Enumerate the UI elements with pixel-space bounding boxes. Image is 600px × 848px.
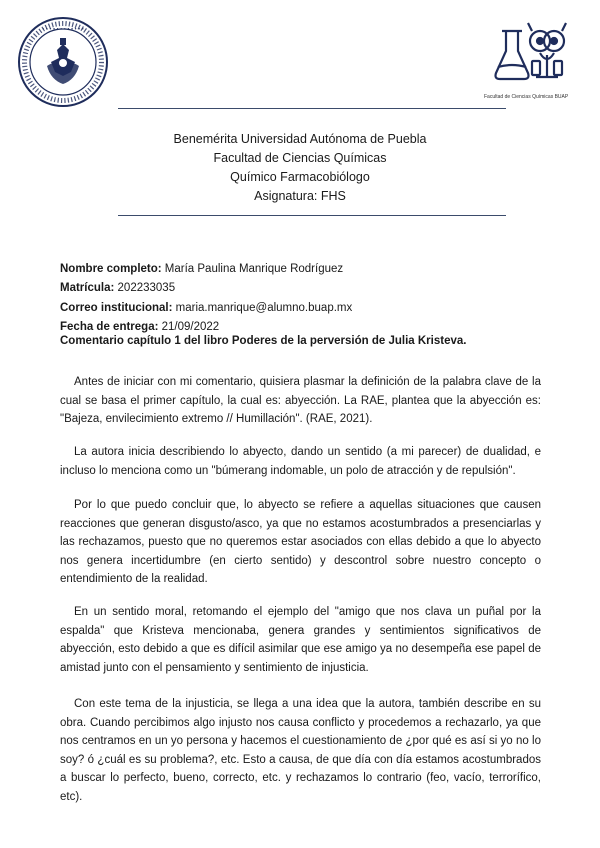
student-name-value: María Paulina Manrique Rodríguez	[161, 263, 344, 275]
paragraph-1	[60, 373, 541, 429]
paragraph-4-text: En un sentido moral, retomando el ejemplo del "amigo que nos clava un puñal por la espalda" que Kristeva mencionaba, genera grandes y sentimientos significativos de abyección, esto debido a que es difícil asimilar que ese amigo ya no desempeña ese papel de amistad junto con el pensamiento y sentimiento de injusticia.	[60, 606, 541, 674]
header-top-rule	[118, 108, 506, 109]
university-seal-icon	[17, 16, 109, 108]
student-id-row	[60, 279, 550, 298]
student-email-row	[60, 299, 550, 318]
student-email-label: Correo institucional:	[60, 301, 173, 314]
student-name-row	[60, 260, 550, 279]
student-email-value: maria.manrique@alumno.buap.mx	[172, 301, 353, 314]
university-name: Benemérita Universidad Autónoma de Puebla	[173, 132, 427, 146]
paragraph-4	[60, 603, 541, 677]
paragraph-5-text: Con este tema de la injusticia, se llega a una idea que la autora, también describe en su obra. Cuando percibimos algo injusto nos causa conflicto y procedemos a rechazarlo, ya que nos centramos en un yo persona y hacemos el cuestionamiento de ¿por qué es así si yo no lo soy? ó ¿cuál es su problema?, etc. Esto a causa, de que día con día estamos acostumbrados a buscar lo perfecto, bueno, correcto, etc. y rechazamos lo contrario (feo, vacío, terrorífico, etc).	[60, 698, 541, 803]
svg-text:• • • • • • • • • • • •: • • • • • • • • • • • •	[42, 27, 84, 33]
essay-title: Comentario capítulo 1 del libro Poderes de la perversión de Julia Kristeva.	[60, 335, 467, 347]
program-name: Químico Farmacobiólogo	[230, 170, 370, 184]
paragraph-3	[60, 496, 541, 589]
student-id-label: Matrícula:	[60, 282, 115, 295]
header-bottom-rule	[118, 215, 506, 216]
student-name-label: Nombre completo:	[60, 263, 162, 275]
faculty-logo-caption: Facultad de Ciencias Químicas BUAP	[484, 94, 569, 100]
paragraph-5	[60, 695, 541, 806]
student-info	[60, 260, 550, 337]
due-date-label: Fecha de entrega:	[60, 320, 159, 333]
document-header	[110, 130, 490, 206]
due-date-value: 21/09/2022	[158, 320, 220, 333]
faculty-logo-icon	[484, 21, 578, 107]
course-name: Asignatura: FHS	[254, 189, 346, 203]
paragraph-1-text: Antes de iniciar con mi comentario, quisiera plasmar la definición de la palabra clave de la cual se basa el primer capítulo, la cual es: abyección. La RAE, plantea que la abyección es: "Bajeza, envilecimiento extremo // Humillación". (RAE, 2021).	[60, 376, 541, 425]
paragraph-2	[60, 443, 541, 480]
paragraph-3-text: Por lo que puedo concluir que, lo abyecto se refiere a aquellas situaciones que causen reacciones que generan disgusto/asco, ya que no estamos acostumbrados a presenciarlas y las rechazamos, puesto que no queremos estar asociados con ellas debido a que lo abyecto nos genera incertidumbre (en cierto sentido) y descontrol sobre nuestro concepto o entendimiento de la realidad.	[60, 499, 541, 585]
paragraph-2-text: La autora inicia describiendo lo abyecto, dando un sentido (a mi parecer) de dualidad, e incluso lo menciona como un "búmerang indomable, un polo de atracción y de repulsión".	[60, 446, 541, 477]
student-id-value: 202233035	[114, 282, 176, 295]
faculty-name: Facultad de Ciencias Químicas	[213, 151, 387, 165]
